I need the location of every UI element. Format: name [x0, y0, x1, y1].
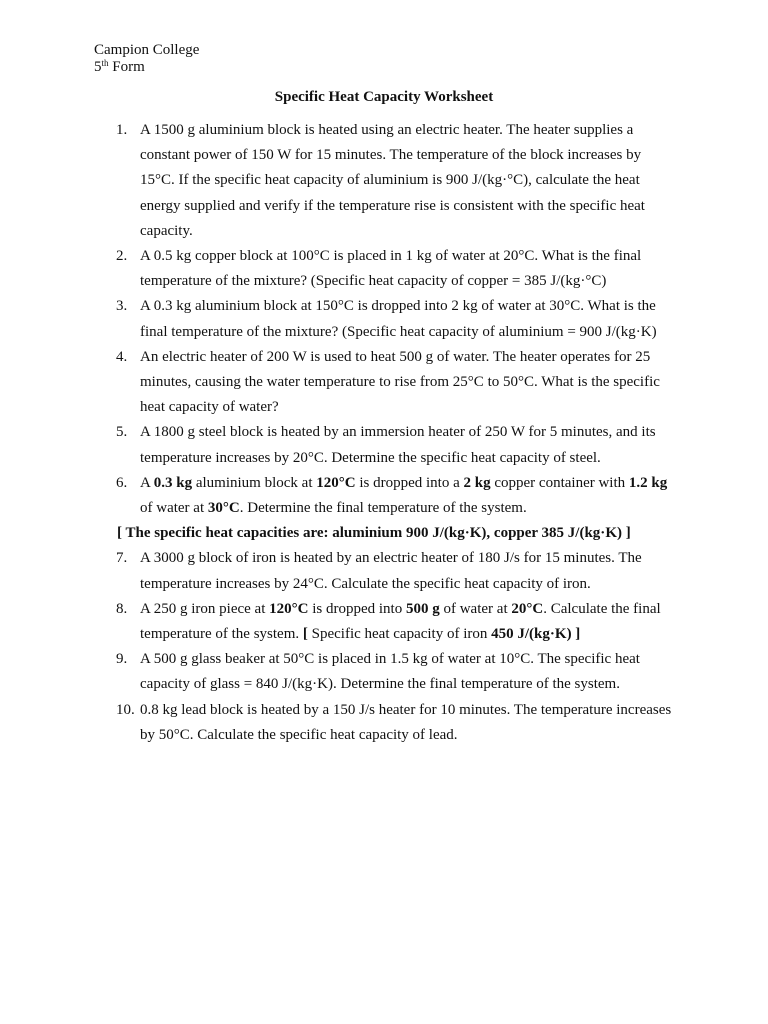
- bold-value: 20°C: [511, 600, 544, 617]
- question-number: 1.: [116, 122, 128, 138]
- question-3: [0, 294, 678, 344]
- bold-value: 30°C: [207, 500, 240, 517]
- bold-value: 1.2 kg: [628, 474, 668, 491]
- question-number: 6.: [116, 474, 128, 491]
- form-superscript: th: [101, 58, 109, 68]
- form-level: [94, 59, 199, 76]
- text-run: . Calculate the final temperature of the system.: [140, 600, 661, 643]
- question-number: 2.: [116, 248, 128, 265]
- question-text: A 0.3 kg aluminium block at 150°C is dropped into 2 kg of water at 30°C. What is the final temperature of the mixture? (Specific heat capacity of aluminium = 900 J/(kg·K): [140, 298, 657, 340]
- text-run: A 250 g iron piece at: [140, 600, 270, 617]
- form-number: 5: [94, 59, 102, 75]
- question-text: A 500 g glass beaker at 50°C is placed in 1.5 kg of water at 10°C. The specific heat capacity of glass = 840 J/(kg·K). Determine the final temperature of the system.: [140, 651, 640, 693]
- question-number: 3.: [116, 298, 128, 315]
- text-run: aluminium block at: [192, 474, 317, 491]
- text-run: A: [140, 474, 154, 491]
- text-run: of water at: [140, 500, 208, 517]
- question-number: 10.: [116, 701, 135, 718]
- header: [94, 42, 199, 76]
- text-run: of water at: [439, 600, 512, 617]
- question-2: [0, 244, 678, 294]
- question-number: 8.: [116, 600, 128, 617]
- question-5: [0, 420, 678, 470]
- bold-value: 120°C: [269, 600, 309, 617]
- question-number: 5.: [116, 424, 128, 441]
- form-word: Form: [108, 59, 145, 75]
- specific-heat-note: [ The specific heat capacities are: aluminium 900 J/(kg·K), copper 385 J/(kg·K) ]: [117, 525, 631, 542]
- question-number: 9.: [116, 651, 128, 668]
- bold-value: 0.3 kg: [153, 474, 193, 491]
- question-6: [0, 471, 678, 521]
- question-7: [0, 546, 678, 596]
- page-title: Specific Heat Capacity Worksheet: [274, 89, 494, 105]
- text-run: . Determine the final temperature of the system.: [239, 500, 527, 517]
- question-1: [0, 118, 678, 244]
- bold-value: 120°C: [316, 474, 356, 491]
- school-name: Campion College: [94, 42, 200, 58]
- bold-value: 450 J/(kg·K) ]: [491, 626, 581, 643]
- question-text: A 1500 g aluminium block is heated using an electric heater. The heater supplies a constant power of 150 W for 15 minutes. The temperature of the block increases by 15°C. If the specific heat capacity of aluminium is 900 J/(kg·°C), calculate the heat energy supplied and verify if the temperature rise is consistent with the specific heat capacity.: [140, 122, 645, 239]
- question-8: [0, 597, 678, 647]
- bold-bracket: [: [302, 626, 308, 643]
- question-text: [140, 475, 667, 516]
- question-text: 0.8 kg lead block is heated by a 150 J/s heater for 10 minutes. The temperature increases by 50°C. Calculate the specific heat capacity of lead.: [140, 701, 672, 743]
- question-text: A 3000 g block of iron is heated by an electric heater of 180 J/s for 15 minutes. The temperature increases by 24°C. Calculate the specific heat capacity of iron.: [140, 550, 642, 592]
- question-10: [0, 698, 678, 748]
- question-text: A 0.5 kg copper block at 100°C is placed in 1 kg of water at 20°C. What is the final temperature of the mixture? (Specific heat capacity of copper = 385 J/(kg·°C): [140, 248, 642, 290]
- bold-value: 500 g: [405, 600, 440, 617]
- question-text: An electric heater of 200 W is used to heat 500 g of water. The heater operates for 25 minutes, causing the water temperature to rise from 25°C to 50°C. What is the specific heat capacity of water?: [140, 348, 660, 416]
- text-run: is dropped into: [308, 600, 406, 617]
- bold-value: 2 kg: [463, 474, 491, 491]
- question-9: [0, 647, 678, 697]
- question-number: 4.: [116, 348, 128, 365]
- text-run: copper container with: [490, 474, 629, 491]
- question-number: 7.: [116, 550, 128, 567]
- text-run: is dropped into a: [355, 474, 464, 491]
- question-text: [140, 601, 661, 642]
- text-run: Specific heat capacity of iron: [307, 626, 492, 643]
- question-4: [0, 345, 678, 421]
- question-text: A 1800 g steel block is heated by an immersion heater of 250 W for 5 minutes, and its temperature increases by 20°C. Determine the specific heat capacity of steel.: [140, 424, 656, 466]
- question-list: [0, 118, 768, 748]
